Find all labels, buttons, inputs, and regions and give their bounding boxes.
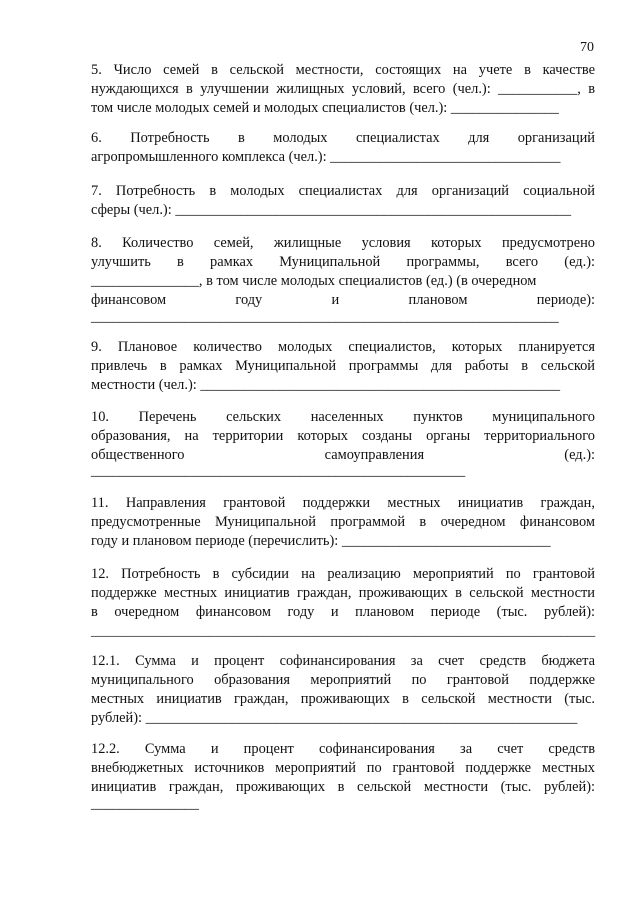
item-11-line-1: 11. Направления грантовой поддержки местных инициатив граждан, <box>91 495 595 511</box>
item-10-line-1: 10. Перечень сельских населенных пунктов муниципального <box>91 409 595 425</box>
item-10-line-4: ____________________________________________________ <box>91 463 466 479</box>
item-8-line-4: финансовом году и плановом периоде): <box>91 292 595 308</box>
item-8-line-5: _________________________________________________________________ <box>91 309 559 325</box>
item-12-line-2: поддержке местных инициатив граждан, проживающих в сельской местности <box>91 585 595 601</box>
item-12-1-line-2: муниципального образования мероприятий по грантовой поддержке <box>91 672 595 688</box>
item-11-line-3: году и плановом периоде (перечислить): _____________________________ <box>91 533 551 549</box>
item-7-line-1: 7. Потребность в молодых специалистах для организаций социальной <box>91 183 595 199</box>
item-9-line-2: привлечь в рамках Муниципальной программы для работы в сельской <box>91 358 595 374</box>
item-6-line-2: агропромышленного комплекса (чел.): ________________________________ <box>91 149 561 165</box>
item-5-line-1: 5. Число семей в сельской местности, состоящих на учете в качестве <box>91 62 595 78</box>
page-number: 70 <box>580 40 594 55</box>
item-12-line-1: 12. Потребность в субсидии на реализацию мероприятий по грантовой <box>91 566 595 582</box>
item-10-line-2: образования, на территории которых созданы органы территориального <box>91 428 595 444</box>
item-12-2-line-4: _______________ <box>91 796 199 812</box>
item-7-line-2: сферы (чел.): _______________________________________________________ <box>91 202 572 218</box>
item-8-line-3: _______________, в том числе молодых специалистов (ед.) (в очередном <box>91 273 537 289</box>
item-12-line-3: в очередном финансовом году и плановом периоде (тыс. рублей): <box>91 604 595 620</box>
item-11-line-2: предусмотренные Муниципальной программой в очередном финансовом <box>91 514 595 530</box>
item-6-line-1: 6. Потребность в молодых специалистах для организаций <box>91 130 595 146</box>
item-12-2-line-3: инициатив граждан, проживающих в сельской местности (тыс. рублей): <box>91 779 595 795</box>
item-10-line-3: общественного самоуправления (ед.): <box>91 447 595 463</box>
item-12-line-4: _________________________________________________________________________ <box>91 623 596 638</box>
item-9-line-1: 9. Плановое количество молодых специалистов, которых планируется <box>91 339 595 355</box>
item-12-2-line-1: 12.2. Сумма и процент софинансирования за счет средств <box>91 741 595 757</box>
item-12-1-line-3: местных инициатив граждан, проживающих в сельской местности (тыс. <box>91 691 595 707</box>
item-12-2-line-2: внебюджетных источников мероприятий по грантовой поддержке местных <box>91 760 595 776</box>
item-12-1-line-1: 12.1. Сумма и процент софинансирования за счет средств бюджета <box>91 653 595 669</box>
item-8-line-1: 8. Количество семей, жилищные условия которых предусмотрено <box>91 235 595 251</box>
item-8-line-2: улучшить в рамках Муниципальной программы, всего (ед.): <box>91 254 595 270</box>
item-5-line-2: нуждающихся в улучшении жилищных условий, всего (чел.): ___________, в <box>91 81 595 97</box>
item-9-line-3: местности (чел.): __________________________________________________ <box>91 377 561 393</box>
item-12-1-line-4: рублей): ____________________________________________________________ <box>91 710 578 726</box>
item-5-line-3: том числе молодых семей и молодых специалистов (чел.): _______________ <box>91 100 559 116</box>
